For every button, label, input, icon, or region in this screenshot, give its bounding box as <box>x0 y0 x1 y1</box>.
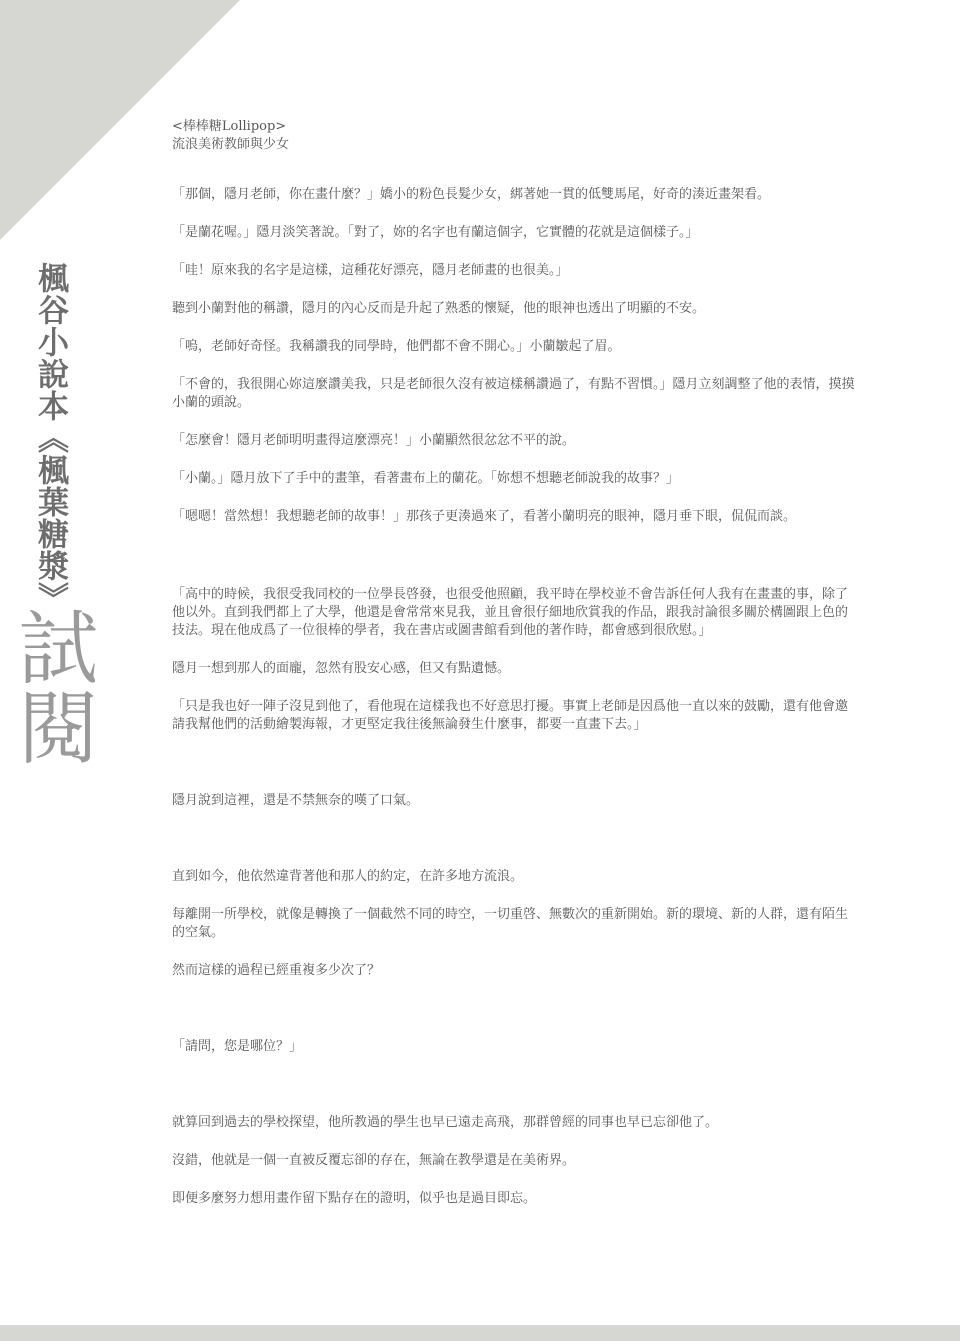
paragraph: 就算回到過去的學校探望，他所教過的學生也早已遠走高飛，那群曾經的同事也早已忘卻他了。 <box>172 1115 719 1130</box>
paragraph: 然而這樣的過程已經重複多少次了？ <box>172 963 381 978</box>
paragraph: 即便多麼努力想用畫作留下點存在的證明，似乎也是過目即忘。 <box>172 1191 537 1206</box>
paragraph: 每離開一所學校，就像是轉換了一個截然不同的時空，一切重啓、無數次的重新開始。新的環境、新的人群，還有陌生的空氣。 <box>172 907 849 940</box>
paragraph: 「只是我也好一陣子沒見到他了，看他現在這樣我也不好意思打擾。事實上老師是因爲他一直以來的鼓勵，還有他會邀請我幫他們的活動繪製海報，才更堅定我往後無論發生什麼事，都要一直畫下去。」 <box>172 699 849 732</box>
story-header <box>172 118 856 154</box>
paragraph: 「嗯嗯！當然想！我想聽老師的故事！」那孩子更湊過來了，看著小蘭明亮的眼神，隱月垂下眼，侃侃而談。 <box>172 509 797 524</box>
series-title: 楓谷小說本《楓葉糖漿》 <box>32 262 68 614</box>
paragraph: 沒錯，他就是一個一直被反覆忘卻的存在，無論在教學還是在美術界。 <box>172 1153 576 1168</box>
paragraph: 隱月說到這裡，還是不禁無奈的嘆了口氣。 <box>172 793 420 808</box>
story-subtitle: 流浪美術教師與少女 <box>172 137 290 152</box>
paragraph: 「是蘭花喔。」隱月淡笑著說。「對了，妳的名字也有蘭這個字，它實體的花就是這個樣子。」 <box>172 225 699 240</box>
paragraph: 「小蘭。」隱月放下了手中的畫筆，看著畫布上的蘭花。「妳想不想聽老師說我的故事？」 <box>172 471 680 486</box>
paragraph: 「請問，您是哪位？」 <box>172 1039 303 1054</box>
story-body <box>172 118 856 1228</box>
paragraph: 聽到小蘭對他的稱讚，隱月的內心反而是升起了熟悉的懷疑，他的眼神也透出了明顯的不安。 <box>172 301 706 316</box>
trial-reading-mark: 試閱 <box>5 606 98 766</box>
paragraph: 「怎麼會！隱月老師明明畫得這麼漂亮！」小蘭顯然很忿忿不平的說。 <box>172 433 576 448</box>
paragraph: 「高中的時候，我很受我同校的一位學長啓發，也很受他照顧，我平時在學校並不會告訴任何人我有在畫畫的事，除了他以外。直到我們都上了大學，他還是會常常來見我，並且會很仔細地欣賞我的作品，跟我討論很多關於構圖跟上色的技法。現在他成爲了一位很棒的學者，我在書店或圖書館看到他的著作時，都會感到很欣慰。」 <box>172 587 849 638</box>
paragraph: 直到如今，他依然違背著他和那人的約定，在許多地方流浪。 <box>172 869 524 884</box>
paragraph: 「那個，隱月老師，你在畫什麼？」嬌小的粉色長髮少女，綁著她一貫的低雙馬尾，好奇的湊近畫架看。 <box>172 187 771 202</box>
paragraph: 隱月一想到那人的面龐，忽然有股安心感，但又有點遺憾。 <box>172 661 511 676</box>
paragraph: 「哇！原來我的名字是這樣，這種花好漂亮，隱月老師畫的也很美。」 <box>172 263 569 278</box>
paragraph: 「不會的，我很開心妳這麼讚美我，只是老師很久沒有被這樣稱讚過了，有點不習慣。」隱月立刻調整了他的表情，摸摸小蘭的頭說。 <box>172 377 855 410</box>
paragraph: 「嗚，老師好奇怪。我稱讚我的同學時，他們都不會不開心。」小蘭皺起了眉。 <box>172 339 621 354</box>
bottom-decoration-band <box>0 1325 960 1341</box>
story-title: <棒棒糖Lollipop> <box>172 119 287 134</box>
